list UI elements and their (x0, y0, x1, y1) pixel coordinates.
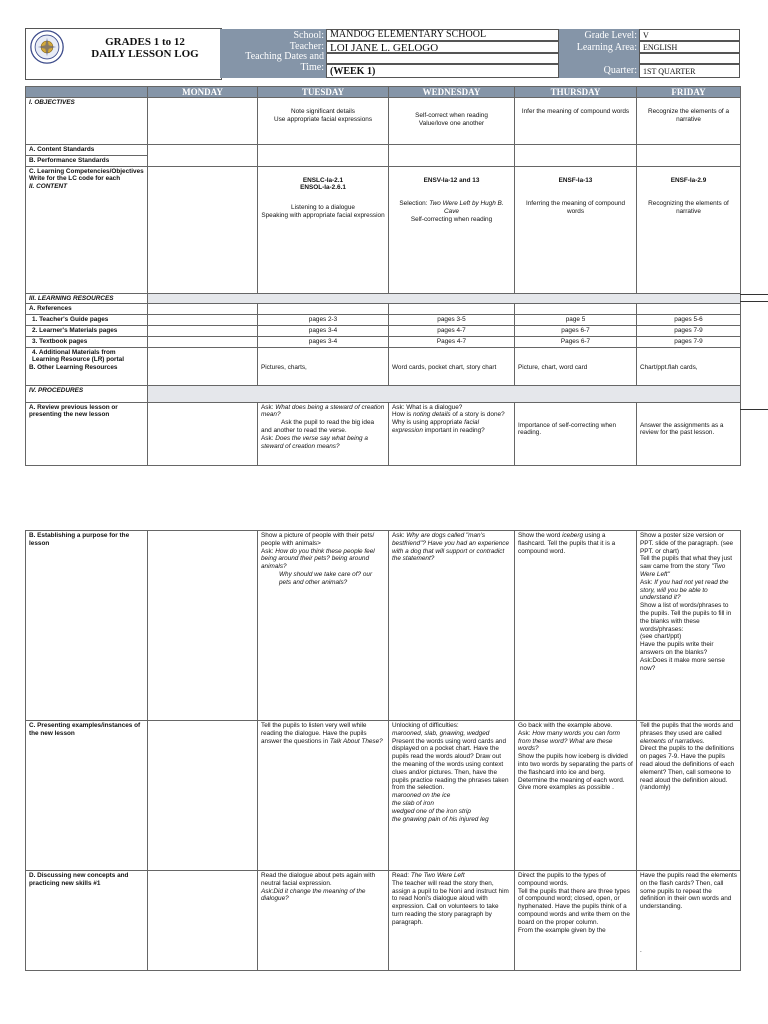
objectives-mon (148, 98, 258, 145)
label-procedures: IV. PROCEDURES (26, 385, 148, 402)
title-dll: DAILY LESSON LOG (91, 48, 199, 60)
purpose-tue-2i: How do you think these people feel being around their pets? being around animals? (261, 547, 375, 571)
purpose-thu (515, 531, 637, 721)
review-fri: Answer the assignments as a review for the past lesson. (637, 402, 741, 465)
label-competencies: C. Learning Competencies/Objectives Write for the LC code for each (29, 167, 144, 183)
competencies-mon (148, 166, 258, 293)
presenting-fri (637, 721, 741, 871)
presenting-tue-1i: Talk About These? (329, 737, 383, 745)
school-value: MANDOG ELEMENTARY SCHOOL (326, 29, 559, 41)
purpose-fri-2: Tell the pupils that what they just saw came from the story (640, 555, 733, 571)
competencies-fri: ENSF-Ia-2.9 (670, 176, 707, 184)
row-presenting (26, 721, 741, 871)
presenting-fri-2: Direct the pupils to the definitions on pages 7-9. Have the pupils read aloud the definitions of each element? Then, call someone to read aloud the definition aloud. (randomly) (640, 745, 735, 792)
discussing-wed (389, 871, 515, 971)
area-label: Learning Area: (576, 42, 637, 53)
teacher-value: LOI JANE L. GELOGO (326, 41, 559, 53)
header-labels-left-text (220, 31, 324, 73)
purpose-fri-1: Show a poster size version or PPT. slide of the paragraph. (see PPT. or chart) (640, 532, 734, 555)
label-competencies-cell (26, 166, 148, 293)
purpose-tue (258, 531, 389, 721)
discussing-fri-1: Have the pupils read the elements on the flash cards? Then, call some pupils to repeat the definition in their own words and understanding. (640, 872, 737, 911)
other-fri: Chart/ppt.flah cards, (637, 347, 741, 385)
purpose-fri-6: Have the pupils write their answers on the blanks? (640, 641, 714, 656)
lm-tue: pages 3-4 (258, 325, 389, 336)
objectives-thu: Infer the meaning of compound words (515, 98, 637, 145)
day-friday: FRIDAY (637, 87, 741, 98)
purpose-thu-1: Show the word (518, 532, 563, 539)
teacher-label: Teacher: (289, 40, 324, 52)
discussing-wed-1: Read: (392, 872, 411, 879)
lm-fri: pages 7-9 (637, 325, 741, 336)
label-discussing: D. Discussing new concepts and practicing new skills #1 (26, 871, 148, 971)
review-tue-1: Ask: (261, 403, 276, 411)
presenting-thu-1: Go back with the example above. (518, 722, 613, 729)
purpose-fri (637, 531, 741, 721)
label-purpose: B. Establishing a purpose for the lesson (26, 531, 148, 721)
presenting-wed-p1: marooned on the ice (392, 792, 451, 800)
presenting-wed-p4: the gnawing pain of his injured leg (392, 815, 489, 823)
presenting-tue (258, 721, 389, 871)
purpose-tue-1: Show a picture of people with their pets/ people with animals> (261, 532, 375, 547)
label-tb: 3. Textbook pages (26, 336, 148, 347)
presenting-wed-p3: wedged one of the iron strip (392, 807, 471, 815)
discussing-fri (637, 871, 741, 971)
discussing-wed-2: The teacher will read the story then, (392, 879, 494, 887)
label-references: A. References (26, 304, 148, 315)
purpose-fri-5: (see chart/ppt) (640, 633, 682, 641)
review-tue-1i: What does being a steward of creation mean? (261, 403, 385, 419)
competencies-fri-cell (637, 166, 741, 293)
tg-wed: pages 3-5 (389, 315, 515, 326)
review-wed (389, 402, 515, 465)
presenting-fri-1: Tell the pupils that the words and phrases they used are called (640, 722, 734, 737)
objectives-tue: Note significant details Use appropriate facial expressions (258, 98, 389, 145)
purpose-fri-4: Show a list of words/phrases to the pupils. Tell the pupils to fill in the blanks with these words/phrases: (640, 602, 732, 633)
presenting-wed (389, 721, 515, 871)
area-value-blank (639, 53, 740, 64)
quarter-value: 1ST QUARTER (639, 64, 740, 78)
day-monday: MONDAY (148, 87, 258, 98)
purpose-fri-3: Ask: (640, 578, 655, 586)
other-wed: Word cards, pocket chart, story chart (389, 347, 515, 385)
purpose-fri-2i: "Two Were Left" (640, 563, 726, 578)
label-additional: 4. Additional Materials from Learning Resource (LR) portal (32, 348, 124, 364)
review-wed-3: Why is using appropriate (392, 419, 465, 427)
grade-value: V (639, 29, 740, 41)
title-box (25, 28, 222, 80)
competencies-thu-cell (515, 166, 637, 293)
tb-tue: pages 3-4 (258, 336, 389, 347)
presenting-thu-2i: How many words you can form from these word? What are these words? (518, 729, 620, 753)
purpose-fri-7: Ask:Does it make more sense now? (640, 656, 725, 672)
presenting-wed-p2: the slab of iron (392, 799, 434, 807)
area-value: ENGLISH (639, 41, 740, 53)
competencies-wed-cell (389, 166, 515, 293)
day-tuesday: TUESDAY (258, 87, 389, 98)
row-purpose (26, 531, 741, 721)
dates-label-2: Time: (300, 61, 324, 73)
discussing-fri-2: . (640, 946, 642, 954)
other-tue: Pictures, charts, (258, 347, 389, 385)
purpose-wed-1: Ask: (392, 532, 407, 539)
label-learning-resources: III. LEARNING RESOURCES (26, 293, 148, 304)
objectives-fri: Recognize the elements of a narrative (637, 98, 741, 145)
tg-fri: pages 5-6 (637, 315, 741, 326)
quarter-label: Quarter: (603, 65, 637, 76)
review-wed-3r: important in reading? (422, 426, 485, 434)
purpose-tue-3i: Why should we take care of? our pets and other animals? (279, 570, 373, 586)
row-competencies (26, 166, 741, 293)
purpose-wed-1i: Why are dogs called "man's bestfriend"? Have you had an experience with a dog that will support or contradict the statement? (392, 532, 510, 563)
review-wed-2i: noting details (412, 411, 451, 419)
discussing-tue (258, 871, 389, 971)
edge-line (740, 301, 768, 302)
content-wed-rest: Self-correcting when reading (410, 215, 493, 223)
title-grades: GRADES 1 to 12 (105, 36, 185, 48)
discussing-tue-2i: Ask:Did it change the meaning of the dialogue? (261, 887, 366, 903)
presenting-wed-2: Present the words using word cards and displayed on a pocket chart. Have the pupils read the words aloud? Draw out the meaning of the words using context clues and/or pictures. Then, have the pupils practice reading the phrases taken from the selection. (392, 737, 509, 792)
day-thursday: THURSDAY (515, 87, 637, 98)
competencies-wed: ENSV-Ia-12 and 13 (423, 176, 480, 184)
review-thu: Importance of self-correcting when reading. (515, 402, 637, 465)
label-objectives: I. OBJECTIVES (26, 98, 148, 145)
tg-thu: page 5 (515, 315, 637, 326)
label-performance-standards: B. Performance Standards (26, 155, 148, 166)
purpose-thu-1r: using a flashcard. Tell the pupils that it is a compound word. (518, 532, 616, 555)
school-label: School: (293, 30, 324, 41)
purpose-tue-2: Ask: (261, 547, 276, 555)
review-wed-1: Ask: What is a dialogue? (392, 403, 463, 411)
discussing-tue-1: Read the dialogue about pets again with neutral facial expression. (261, 872, 376, 887)
header-blank (26, 87, 148, 98)
review-wed-2r: of a story is done? (450, 411, 505, 419)
discussing-wed-3: assign a pupil to be Noni and instruct him to read Noni's dialogue aloud with expression. Call on volunteers to take turn reading the story paragraph by paragraph. (392, 887, 509, 926)
review-wed-2: How is (392, 411, 413, 419)
label-presenting: C. Presenting examples/instances of the new lesson (26, 721, 148, 871)
day-wednesday: WEDNESDAY (389, 87, 515, 98)
label-review: A. Review previous lesson or presenting the new lesson (26, 402, 148, 465)
purpose-wed (389, 531, 515, 721)
lesson-table-upper (25, 86, 741, 466)
review-tue-2: Ask the pupil to read the big idea and another to read the verse. (261, 419, 375, 434)
content-tue: Listening to a dialogue Speaking with appropriate facial expression (261, 204, 385, 219)
label-additional-cell (26, 347, 148, 385)
dates-value-blank (326, 53, 559, 64)
review-tue-3i: Does the verse say what being a steward of creation means? (261, 434, 368, 450)
purpose-thu-1i: iceberg (562, 532, 584, 539)
row-review (26, 402, 741, 465)
presenting-wed-1: Unlocking of difficulties: (392, 722, 459, 729)
discussing-thu (515, 871, 637, 971)
edge-line (740, 294, 768, 295)
edge-line (740, 409, 768, 410)
content-wed-prefix: Selection: (399, 200, 430, 208)
row-objectives (26, 98, 741, 145)
presenting-fri-1i: elements of narratives. (640, 737, 705, 745)
grade-label: Grade Level: (584, 30, 637, 41)
competencies-tue-cell (258, 166, 389, 293)
other-thu: Picture, chart, word card (515, 347, 637, 385)
row-discussing (26, 871, 741, 971)
review-tue (258, 402, 389, 465)
tb-fri: pages 7-9 (637, 336, 741, 347)
review-tue-3: Ask: (261, 434, 276, 442)
dates-label-1: Teaching Dates and (245, 51, 324, 62)
competencies-tue: ENSLC-Ia-2.1 ENSOL-Ia-2.6.1 (300, 176, 346, 192)
label-content: II. CONTENT (29, 183, 67, 191)
lm-thu: pages 6-7 (515, 325, 637, 336)
presenting-thu-3: Show the pupils how iceberg is divided into two words by separating the parts of the flashcard into ice and berg. Determine the meaning of each word. (518, 753, 633, 784)
purpose-fri-3i: If you had not yet read the story, will you be able to understand it? (640, 578, 729, 602)
discussing-thu-3: From the example given by the (518, 926, 606, 934)
dates-value: (WEEK 1) (326, 64, 559, 78)
content-thu: Inferring the meaning of compound words (525, 200, 626, 216)
label-lm: 2. Learner's Materials pages (26, 325, 148, 336)
objectives-wed: Self-correct when reading Value/love one another (389, 98, 515, 145)
label-content-standards: A. Content Standards (26, 145, 148, 156)
presenting-wed-1i: marooned, slab, gnawing, wedged (392, 729, 490, 737)
discussing-wed-1i: The Two Were Left (410, 872, 465, 879)
content-wed-title: Two Were Left by Hugh B. Cave (429, 200, 504, 216)
presenting-tue-1: Tell the pupils to listen very well while reading the dialogue. Have the pupils answer the questions in (261, 722, 367, 745)
competencies-thu: ENSF-Ia-13 (558, 176, 593, 184)
presenting-thu-4: Give more examples as possible . (518, 784, 614, 792)
content-wed (392, 200, 511, 216)
discussing-thu-1: Direct the pupils to the types of compound words. (518, 872, 606, 887)
presenting-thu-2: Ask: (518, 729, 533, 737)
label-tg: 1. Teacher's Guide pages (26, 315, 148, 326)
header-labels-right-text (559, 30, 637, 77)
review-wed-3i: facial expression (392, 419, 480, 434)
discussing-thu-2: Tell the pupils that there are three types of compound word; closed, open, or hyphenated. Have the pupils think of a compound words and write them on the board on the proper column. (518, 887, 630, 926)
tb-wed: Pages 4-7 (389, 336, 515, 347)
lesson-table-lower (25, 530, 741, 971)
tb-thu: Pages 6-7 (515, 336, 637, 347)
tg-tue: pages 2-3 (258, 315, 389, 326)
label-other: B. Other Learning Resources (29, 364, 118, 372)
content-fri: Recognizing the elements of narrative (648, 200, 729, 216)
lm-wed: pages 4-7 (389, 325, 515, 336)
presenting-thu (515, 721, 637, 871)
